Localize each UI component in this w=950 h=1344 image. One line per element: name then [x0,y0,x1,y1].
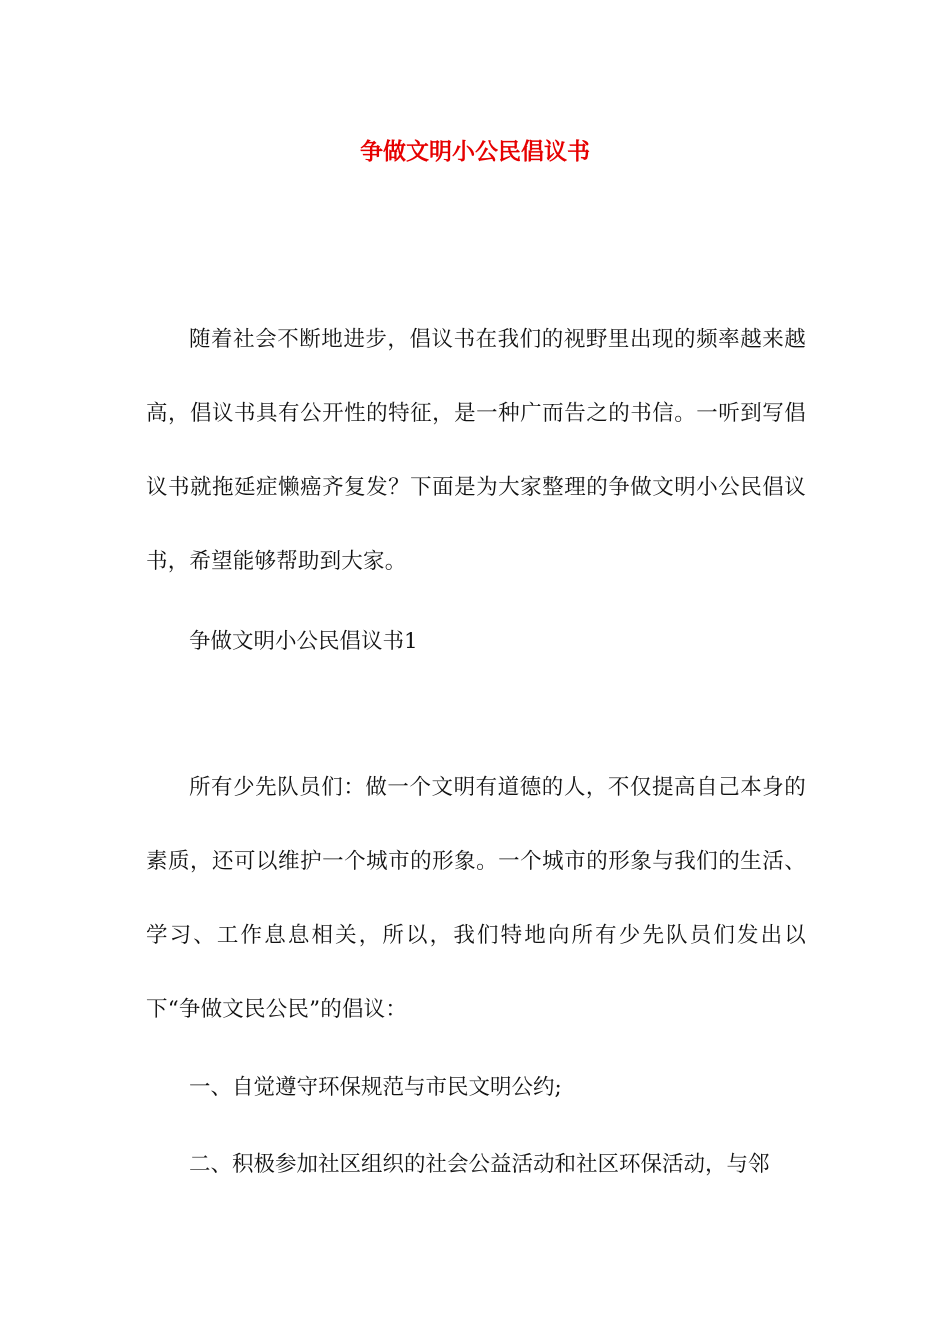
list-item-1: 一、自觉遵守环保规范与市民文明公约; [189,1075,562,1100]
body-paragraph: 所有少先队员们：做一个文明有道德的人，不仅提高自己本身的素质，还可以维护一个城市的形象。一个城市的形象与我们的生活、学习、工作息息相关，所以，我们特地向所有少先队员们发出以下“争做文民公民”的倡议： [146,775,806,1022]
section-heading: 争做文明小公民倡议书1 [189,629,418,654]
intro-paragraph: 随着社会不断地进步，倡议书在我们的视野里出现的频率越来越高，倡议书具有公开性的特征，是一种广而告之的书信。一听到写倡议书就拖延症懒癌齐复发？下面是为大家整理的争做文明小公民倡议书，希望能够帮助到大家。 [146,327,806,574]
list-item-2: 二、积极参加社区组织的社会公益活动和社区环保活动，与邻 [189,1152,770,1177]
document-title: 争做文明小公民倡议书 [360,139,590,165]
